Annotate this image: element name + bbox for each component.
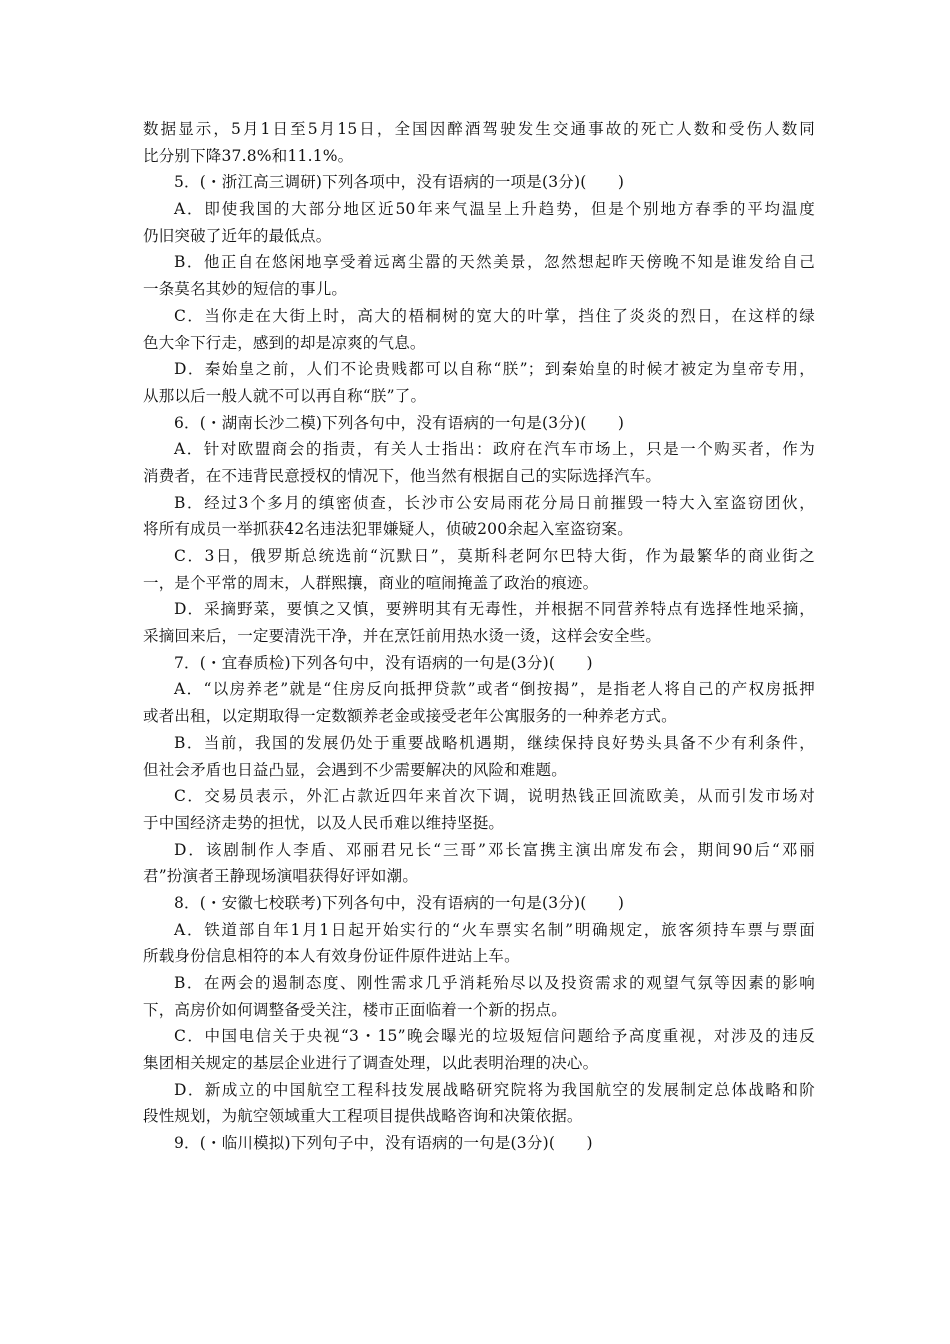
- text-line: 一条莫名其妙的短信的事儿。: [143, 280, 348, 299]
- text-line: 5．(・浙江高三调研)下列各项中，没有语病的一项是(3分)( ): [174, 173, 625, 192]
- text-line: 一，是个平常的周末，人群熙攘，商业的喧闹掩盖了政治的痕迹。: [143, 573, 599, 592]
- text-line: 数据显示，5月1日至5月15日，全国因醉酒驾驶发生交通事故的死亡人数和受伤人数同: [143, 120, 815, 138]
- text-line: 色大伞下行走，感到的却是凉爽的气息。: [143, 333, 426, 352]
- text-line: 但社会矛盾也日益凸显，会遇到不少需要解决的风险和难题。: [143, 760, 567, 779]
- text-line: 下，高房价如何调整备受关注，楼市正面临着一个新的拐点。: [143, 1000, 567, 1019]
- text-line: D．新成立的中国航空工程科技发展战略研究院将为我国航空的发展制定总体战略和阶: [174, 1080, 815, 1099]
- text-line: D．该剧制作人李盾、邓丽君兄长“三哥”邓长富携主演出席发布会，期间90后“邓丽: [174, 840, 815, 859]
- text-line: 于中国经济走势的担忧，以及人民币难以维持坚挺。: [143, 813, 505, 832]
- text-line: 7．(・宜春质检)下列各句中，没有语病的一句是(3分)( ): [174, 653, 593, 672]
- text-line: B．在两会的遏制态度、刚性需求几乎消耗殆尽以及投资需求的观望气氛等因素的影响: [174, 974, 815, 992]
- text-line: 将所有成员一举抓获42名违法犯罪嫌疑人，侦破200余起入室盗窃案。: [143, 520, 633, 539]
- text-line: 集团相关规定的基层企业进行了调查处理，以此表明治理的决心。: [143, 1054, 599, 1073]
- text-line: A．即使我国的大部分地区近50年来气温呈上升趋势，但是个别地方春季的平均温度: [174, 200, 815, 219]
- text-line: 君”扮演者王静现场演唱获得好评如潮。: [143, 867, 419, 886]
- text-line: C．当你走在大街上时，高大的梧桐树的宽大的叶掌，挡住了炎炎的烈日，在这样的绿: [174, 306, 815, 325]
- text-line: 6．(・湖南长沙二模)下列各句中，没有语病的一句是(3分)( ): [174, 413, 625, 432]
- text-line: B．经过3个多月的缜密侦查，长沙市公安局雨花分局日前摧毁一特大入室盗窃团伙，: [174, 493, 815, 512]
- text-line: 所载身份信息相符的本人有效身份证件原件进站上车。: [143, 947, 520, 966]
- text-line: 采摘回来后，一定要清洗干净，并在烹饪前用热水烫一烫，这样会安全些。: [143, 627, 662, 646]
- text-line: D．秦始皇之前，人们不论贵贱都可以自称“朕”；到秦始皇的时候才被定为皇帝专用，: [174, 360, 815, 379]
- text-line: A．针对欧盟商会的指责，有关人士指出：政府在汽车市场上，只是一个购买者，作为: [174, 440, 815, 459]
- text-line: 9．(・临川模拟)下列句子中，没有语病的一句是(3分)( ): [174, 1134, 593, 1153]
- text-line: 从那以后一般人就不可以再自称“朕”了。: [143, 386, 427, 405]
- text-line: C．3日，俄罗斯总统选前“沉默日”，莫斯科老阿尔巴特大街，作为最繁华的商业街之: [174, 547, 815, 565]
- text-line: C．交易员表示，外汇占款近四年来首次下调，说明热钱正回流欧美，从而引发市场对: [174, 787, 815, 806]
- text-line: B．当前，我国的发展仍处于重要战略机遇期，继续保持良好势头具备不少有利条件，: [174, 733, 815, 752]
- text-line: 段性规划，为航空领域重大工程项目提供战略咨询和决策依据。: [143, 1107, 583, 1126]
- text-line: D．采摘野菜，要慎之又慎，要辨明其有无毒性，并根据不同营养特点有选择性地采摘，: [174, 600, 815, 619]
- text-line: A．铁道部自年1月1日起开始实行的“火车票实名制”明确规定，旅客须持车票与票面: [174, 920, 815, 939]
- text-line: 仍旧突破了近年的最低点。: [143, 226, 332, 245]
- text-line: A．“以房养老”就是“住房反向抵押贷款”或者“倒按揭”，是指老人将自己的产权房抵押: [174, 680, 815, 699]
- text-line: 8．(・安徽七校联考)下列各句中，没有语病的一句是(3分)( ): [174, 893, 625, 912]
- text-line: B．他正自在悠闲地享受着远离尘嚣的天然美景，忽然想起昨天傍晚不知是谁发给自己: [174, 253, 815, 272]
- document-page: [143, 116, 815, 1157]
- text-line: 比分别下降37.8%和11.1%。: [143, 146, 354, 165]
- text-line: 消费者，在不违背民意授权的情况下，他当然有根据自己的实际选择汽车。: [143, 466, 662, 485]
- text-line: C．中国电信关于央视“3・15”晚会曝光的垃圾短信问题给予高度重视，对涉及的违反: [174, 1027, 815, 1046]
- text-line: 或者出租，以定期取得一定数额养老金或接受老年公寓服务的一种养老方式。: [143, 707, 677, 726]
